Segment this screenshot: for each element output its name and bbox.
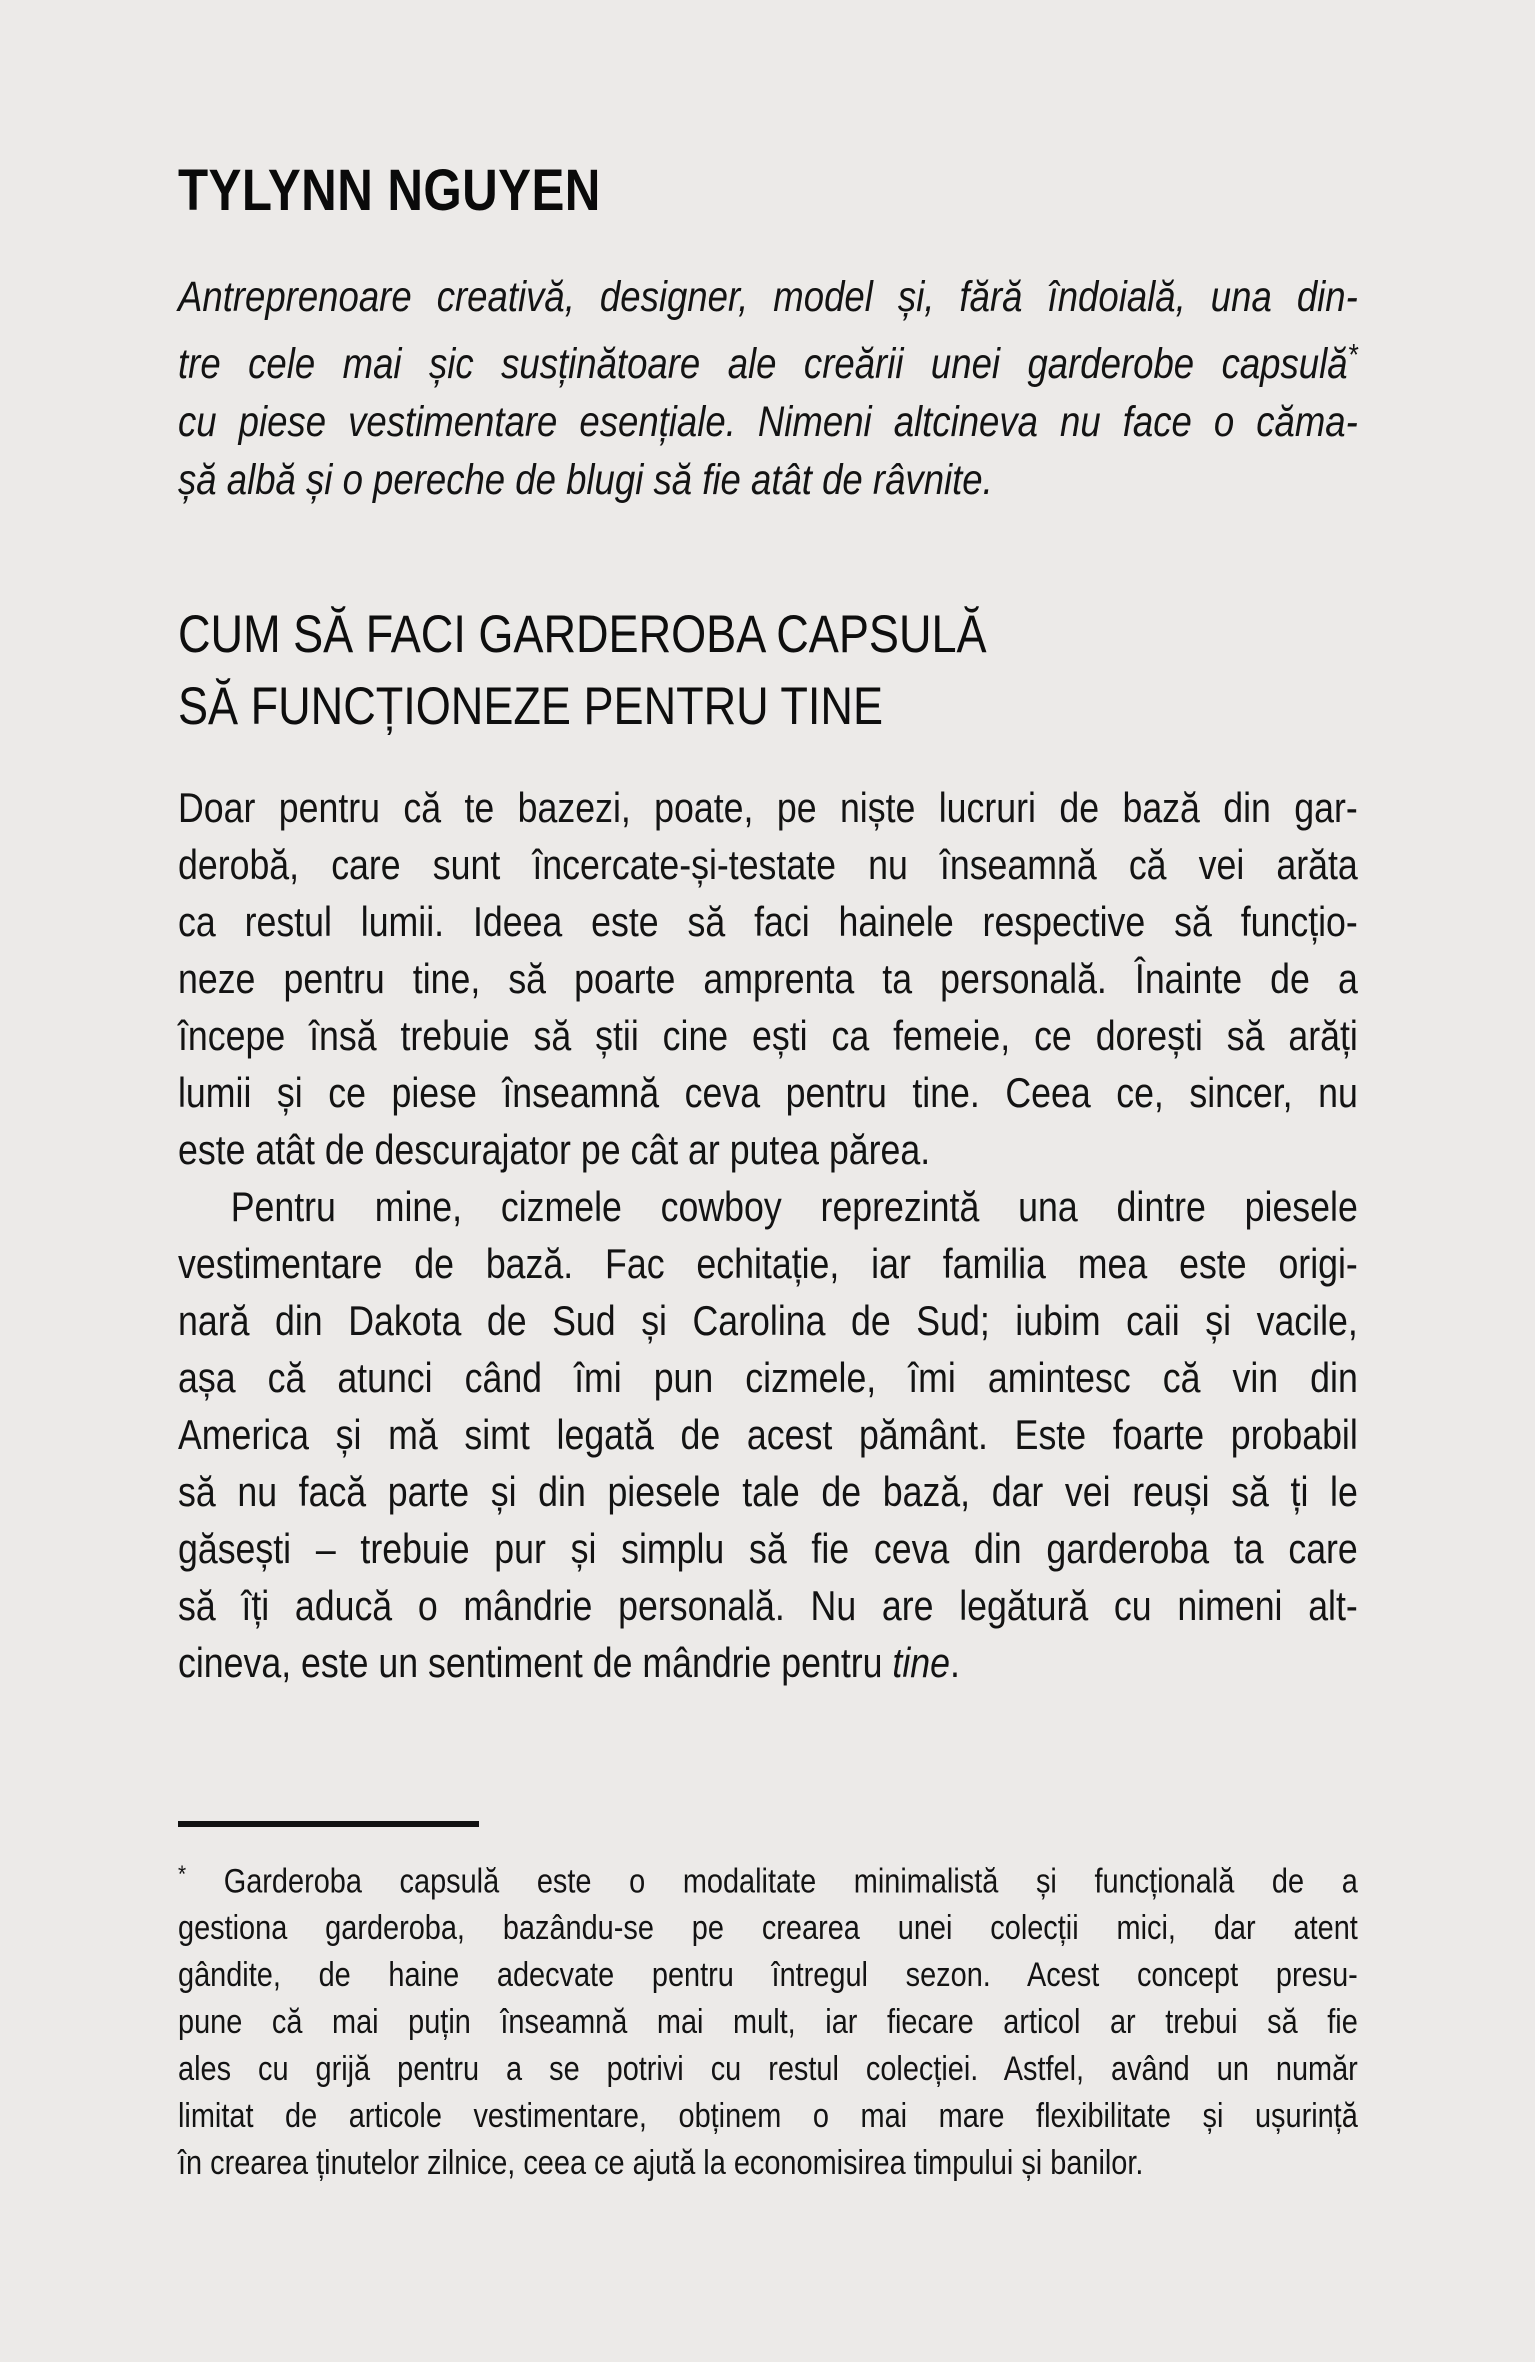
text-line: lumii și ce piese înseamnă ceva pentru tine. Ceea ce, sincer, nu bbox=[178, 1069, 1358, 1116]
text-line: Antreprenoare creativă, designer, model și, fără îndoială, una din- bbox=[178, 273, 1358, 321]
text-line bbox=[178, 326, 1358, 393]
text-line: gândite, de haine adecvate pentru întregul sezon. Acest concept presu- bbox=[178, 1956, 1358, 1995]
text-line: șă albă și o pereche de blugi să fie atât de râvnite. bbox=[178, 456, 993, 504]
footnote-asterisk: * bbox=[1347, 337, 1358, 372]
text-line bbox=[178, 1178, 1358, 1235]
intro-paragraph bbox=[178, 268, 1358, 509]
text-line: cu piese vestimentare esențiale. Nimeni altcineva nu face o căma- bbox=[178, 398, 1358, 446]
text-line: să nu facă parte și din piesele tale de bază, dar vei reuși să ți le bbox=[178, 1468, 1358, 1515]
footnote-separator bbox=[178, 1821, 479, 1827]
text-line: ales cu grijă pentru a se potrivi cu restul colecției. Astfel, având un număr bbox=[178, 2050, 1358, 2089]
text-line: să îți aducă o mândrie personală. Nu are legătură cu nimeni alt- bbox=[178, 1582, 1358, 1629]
text-segment: . bbox=[949, 1639, 960, 1686]
text-line: este atât de descurajator pe cât ar putea părea. bbox=[178, 1126, 931, 1173]
text-line: vestimentare de bază. Fac echitație, iar familia mea este origi- bbox=[178, 1240, 1358, 1287]
chapter-heading bbox=[178, 599, 1358, 743]
body-paragraph-2 bbox=[178, 1178, 1358, 1691]
footnote-asterisk: * bbox=[178, 1861, 187, 1888]
text-line: neze pentru tine, să poarte amprenta ta personală. Înainte de a bbox=[178, 955, 1358, 1002]
footnote-paragraph bbox=[178, 1851, 1358, 2187]
text-line: gestiona garderoba, bazându-se pe crearea unei colecții mici, dar atent bbox=[178, 1909, 1358, 1948]
text-line: CUM SĂ FACI GARDEROBA CAPSULĂ bbox=[178, 605, 987, 664]
text-line: America și mă simt legată de acest pământ. Este foarte probabil bbox=[178, 1411, 1358, 1458]
body-paragraph-1 bbox=[178, 779, 1358, 1178]
text-line: ca restul lumii. Ideea este să faci hainele respective să funcțio- bbox=[178, 898, 1358, 945]
text-line: așa că atunci când îmi pun cizmele, îmi amintesc că vin din bbox=[178, 1354, 1358, 1401]
text-line: limitat de articole vestimentare, obținem o mai mare flexibilitate și ușurință bbox=[178, 2097, 1358, 2136]
text-line: nară din Dakota de Sud și Carolina de Sud; iubim caii și vacile, bbox=[178, 1297, 1358, 1344]
text-line: SĂ FUNCȚIONEZE PENTRU TINE bbox=[178, 677, 884, 736]
text-line: derobă, care sunt încercate-și-testate nu înseamnă că vei arăta bbox=[178, 841, 1358, 888]
body-text bbox=[178, 779, 1358, 1691]
text-segment: Garderoba capsulă este o modalitate minimalistă și funcțională de a bbox=[186, 1862, 1358, 1901]
text-segment: tine bbox=[892, 1639, 950, 1686]
text-line: pune că mai puțin înseamnă mai mult, iar fiecare articol ar trebui să fie bbox=[178, 2003, 1358, 2042]
author-heading: TYLYNN NGUYEN bbox=[178, 158, 601, 223]
text-line: începe însă trebuie să știi cine ești ca femeie, ce dorești să arăți bbox=[178, 1012, 1358, 1059]
text-segment: tre cele mai șic susținătoare ale creării unei garderobe capsulă bbox=[178, 340, 1348, 388]
text-line: Doar pentru că te bazezi, poate, pe niște lucruri de bază din gar- bbox=[178, 784, 1358, 831]
text-segment: cineva, este un sentiment de mândrie pentru bbox=[178, 1639, 893, 1686]
text-line: găsești – trebuie pur și simplu să fie ceva din garderoba ta care bbox=[178, 1525, 1358, 1572]
text-segment: Pentru mine, cizmele cowboy reprezintă una dintre piesele bbox=[230, 1183, 1358, 1230]
text-line bbox=[178, 1634, 1358, 1691]
text-line bbox=[178, 1851, 1358, 1905]
text-line: în crearea ținutelor zilnice, ceea ce ajută la economisirea timpului și banilor. bbox=[178, 2144, 1144, 2183]
